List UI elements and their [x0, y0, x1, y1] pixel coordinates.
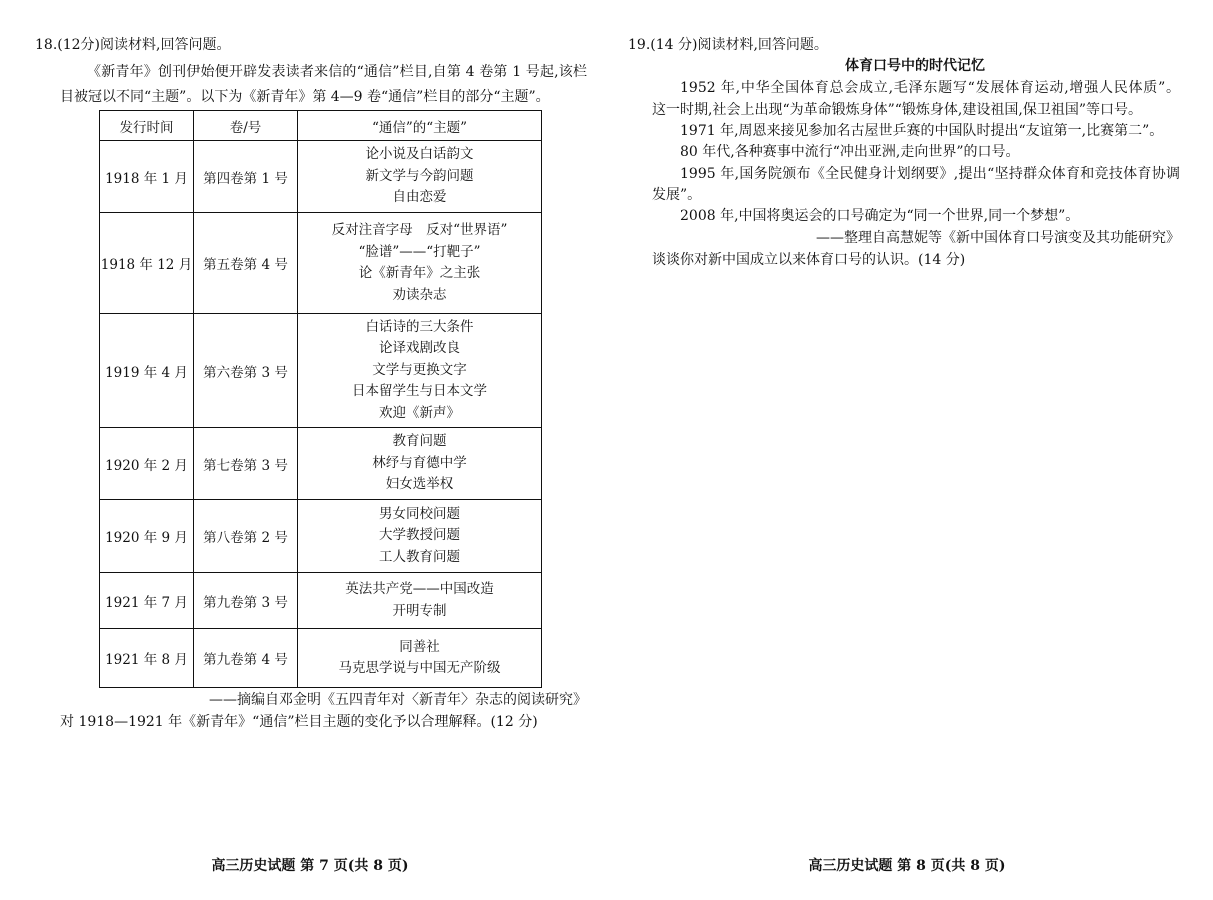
theme-item: 开明专制 [392, 602, 447, 619]
q18-intro-line-1: 《新青年》创刊伊始便开辟发表读者来信的“通信”栏目,自第 4 卷第 1 号起,该栏 [87, 64, 587, 80]
footer-page-8: 高三历史试题 第 8 页(共 8 页) [808, 858, 1006, 874]
theme-item: 白话诗的三大条件 [365, 318, 474, 335]
theme-item: 教育问题 [392, 433, 447, 450]
theme-item: 劝读杂志 [392, 286, 447, 303]
table-header-row [100, 111, 542, 141]
theme-item: 新文学与今韵问题 [365, 167, 474, 184]
theme-item: 反对注音字母 反对“世界语” [331, 222, 508, 238]
row-themes [298, 141, 542, 213]
row-date: 1920 年 2 月 [100, 428, 194, 500]
theme-item: 日本留学生与日本文学 [352, 383, 487, 400]
q19-line-1995: 1995 年,国务院颁布《全民健身计划纲要》,提出“坚持群众体育和竞技体育协调 [680, 166, 1180, 182]
table-row [100, 314, 542, 428]
q19-line-1952: 1952 年,中华全国体育总会成立,毛泽东题写“发展体育运动,增强人民体质”。 [680, 80, 1180, 96]
row-themes [298, 213, 542, 314]
q19-line-1995-cont: 发展”。 [652, 187, 702, 203]
theme-item: 林纾与育德中学 [372, 454, 467, 471]
row-date: 1918 年 12 月 [100, 213, 194, 314]
row-issue: 第五卷第 4 号 [194, 213, 298, 314]
header-issue: 卷/号 [194, 111, 298, 141]
row-issue: 第六卷第 3 号 [194, 314, 298, 428]
theme-item: 论小说及白话韵文 [365, 146, 474, 163]
q19-line-1971: 1971 年,周恩来接见参加名古屋世乒赛的中国队时提出“友谊第一,比赛第二”。 [680, 123, 1164, 139]
row-date: 1921 年 8 月 [100, 629, 194, 688]
table-row [100, 500, 542, 573]
theme-item: 文学与更换文字 [372, 361, 467, 378]
table-row [100, 141, 542, 213]
theme-item: 论译戏剧改良 [379, 340, 460, 357]
q19-question: 谈谈你对新中国成立以来体育口号的认识。(14 分) [652, 252, 966, 268]
theme-item: 男女同校问题 [379, 505, 460, 522]
row-issue: 第七卷第 3 号 [194, 428, 298, 500]
row-date: 1921 年 7 月 [100, 573, 194, 629]
q18-intro-line-2: 目被冠以不同“主题”。以下为《新青年》第 4—9 卷“通信”栏目的部分“主题”。 [60, 89, 550, 105]
row-issue: 第八卷第 2 号 [194, 500, 298, 573]
theme-item: 论《新青年》之主张 [358, 265, 481, 281]
theme-item: 同善社 [399, 638, 440, 655]
q18-source: ——摘编自邓金明《五四青年对〈新青年〉杂志的阅读研究》 [209, 692, 587, 708]
row-date: 1919 年 4 月 [100, 314, 194, 428]
row-themes [298, 500, 542, 573]
row-issue: 第九卷第 4 号 [194, 629, 298, 688]
row-themes [298, 428, 542, 500]
theme-item: 英法共产党——中国改造 [345, 581, 494, 597]
row-issue: 第九卷第 3 号 [194, 573, 298, 629]
theme-item: 欢迎《新声》 [379, 404, 460, 421]
footer-page-7: 高三历史试题 第 7 页(共 8 页) [211, 858, 409, 874]
table-row [100, 629, 542, 688]
table-row [100, 213, 542, 314]
row-date: 1920 年 9 月 [100, 500, 194, 573]
q19-header: 19.(14 分)阅读材料,回答问题。 [628, 37, 828, 53]
q18-header: 18.(12分)阅读材料,回答问题。 [35, 37, 231, 53]
row-themes [298, 314, 542, 428]
theme-item: 妇女选举权 [385, 476, 454, 493]
q19-source: ——整理自高慧妮等《新中国体育口号演变及其功能研究》 [816, 230, 1180, 246]
row-issue: 第四卷第 1 号 [194, 141, 298, 213]
header-date: 发行时间 [100, 111, 194, 141]
theme-item: 马克思学说与中国无产阶级 [338, 660, 501, 676]
row-themes [298, 629, 542, 688]
theme-item: 工人教育问题 [379, 548, 460, 565]
table-row [100, 573, 542, 629]
row-themes [298, 573, 542, 629]
theme-item: “脸谱”——“打靶子” [358, 243, 481, 260]
q19-line-2008: 2008 年,中国将奥运会的口号确定为“同一个世界,同一个梦想”。 [680, 208, 1080, 224]
q19-line-80s: 80 年代,各种赛事中流行“冲出亚洲,走向世界”的口号。 [680, 144, 1020, 160]
q18-table [99, 110, 542, 688]
row-date: 1918 年 1 月 [100, 141, 194, 213]
theme-item: 大学教授问题 [379, 527, 460, 544]
table-row [100, 428, 542, 500]
theme-item: 自由恋爱 [392, 189, 447, 206]
q19-title: 体育口号中的时代记忆 [845, 58, 985, 74]
q18-question: 对 1918—1921 年《新青年》“通信”栏目主题的变化予以合理解释。(12 分) [60, 714, 538, 730]
q19-line-1952-cont: 这一时期,社会上出现“为革命锻炼身体”“锻炼身体,建设祖国,保卫祖国”等口号。 [652, 102, 1142, 118]
header-theme: “通信”的“主题” [298, 111, 542, 141]
